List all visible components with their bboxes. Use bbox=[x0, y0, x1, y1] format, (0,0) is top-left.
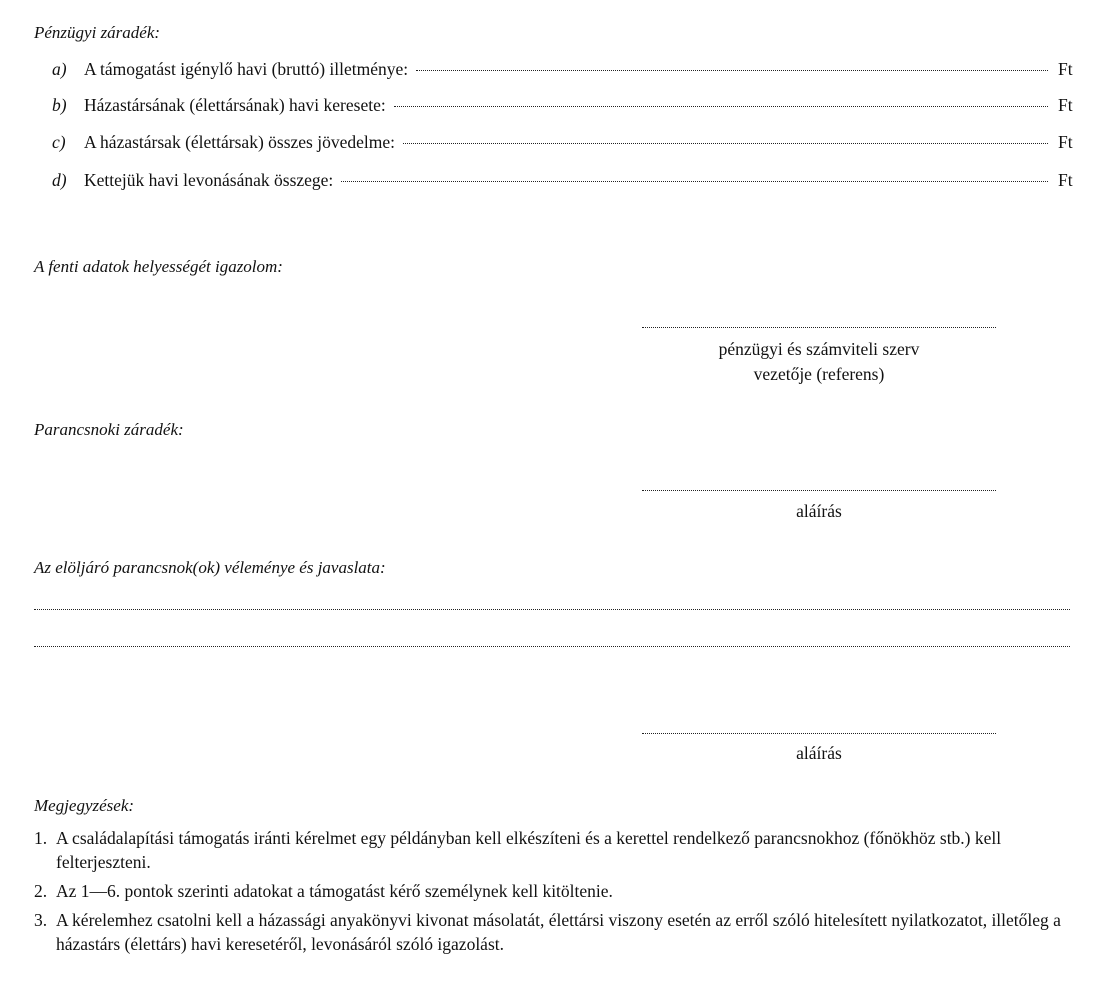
note-item-1 bbox=[34, 826, 1084, 874]
row-label: A támogatást igénylő havi (bruttó) illetménye: bbox=[84, 59, 409, 79]
row-letter: a) bbox=[52, 59, 67, 79]
financial-row-a bbox=[52, 59, 1076, 81]
superior-opinion-heading: Az elöljáró parancsnok(ok) véleménye és javaslata: bbox=[34, 558, 386, 577]
row-letter: d) bbox=[52, 170, 67, 190]
certify-signer-title-line1: pénzügyi és számviteli szerv bbox=[718, 339, 920, 359]
command-signature-label: aláírás bbox=[796, 501, 842, 521]
note-item-3 bbox=[34, 908, 1084, 956]
certify-heading: A fenti adatok helyességét igazolom: bbox=[34, 257, 283, 276]
opinion-line-1[interactable] bbox=[34, 609, 1070, 610]
row-unit: Ft bbox=[1058, 59, 1073, 79]
note-number: 1. bbox=[34, 828, 48, 848]
certify-signature-line[interactable] bbox=[642, 327, 996, 328]
fill-in-line[interactable] bbox=[394, 106, 1048, 107]
note-text: Az 1—6. pontok szerinti adatokat a támogatást kérő személynek kell kitöltenie. bbox=[56, 881, 613, 901]
certify-signer-title-line2: vezetője (referens) bbox=[753, 364, 885, 384]
command-clause-heading: Parancsnoki záradék: bbox=[34, 420, 184, 439]
note-item-2 bbox=[34, 879, 1084, 903]
financial-row-c bbox=[52, 132, 1076, 154]
row-label: Kettejük havi levonásának összege: bbox=[84, 170, 334, 190]
command-signature-line[interactable] bbox=[642, 490, 996, 491]
row-label: A házastársak (élettársak) összes jövedelme: bbox=[84, 132, 395, 152]
financial-row-d bbox=[52, 170, 1076, 192]
note-text: A kérelemhez csatolni kell a házassági anyakönyvi kivonat másolatát, élettársi viszony esetén az erről szóló hitelesített nyilatkozatot, illetőleg a házastárs (élettárs) havi keresetéről, levonásáról szóló igazolást. bbox=[56, 910, 1061, 954]
notes-heading: Megjegyzések: bbox=[34, 796, 135, 815]
superior-signature-line[interactable] bbox=[642, 733, 996, 734]
row-unit: Ft bbox=[1058, 170, 1073, 190]
row-unit: Ft bbox=[1058, 132, 1073, 152]
row-unit: Ft bbox=[1058, 95, 1073, 115]
row-letter: b) bbox=[52, 95, 67, 115]
superior-signature-label: aláírás bbox=[796, 743, 842, 763]
note-text: A családalapítási támogatás iránti kérelmet egy példányban kell elkészíteni és a kerettel rendelkező parancsnokhoz (főnökhöz stb.) kell felterjeszteni. bbox=[56, 828, 1002, 872]
row-label: Házastársának (élettársának) havi keresete: bbox=[84, 95, 386, 115]
financial-clause-heading: Pénzügyi záradék: bbox=[34, 23, 161, 42]
financial-row-b bbox=[52, 95, 1076, 117]
opinion-line-2[interactable] bbox=[34, 646, 1070, 647]
fill-in-line[interactable] bbox=[416, 70, 1048, 71]
fill-in-line[interactable] bbox=[403, 143, 1048, 144]
fill-in-line[interactable] bbox=[341, 181, 1048, 182]
note-number: 2. bbox=[34, 881, 48, 901]
note-number: 3. bbox=[34, 910, 48, 930]
row-letter: c) bbox=[52, 132, 66, 152]
